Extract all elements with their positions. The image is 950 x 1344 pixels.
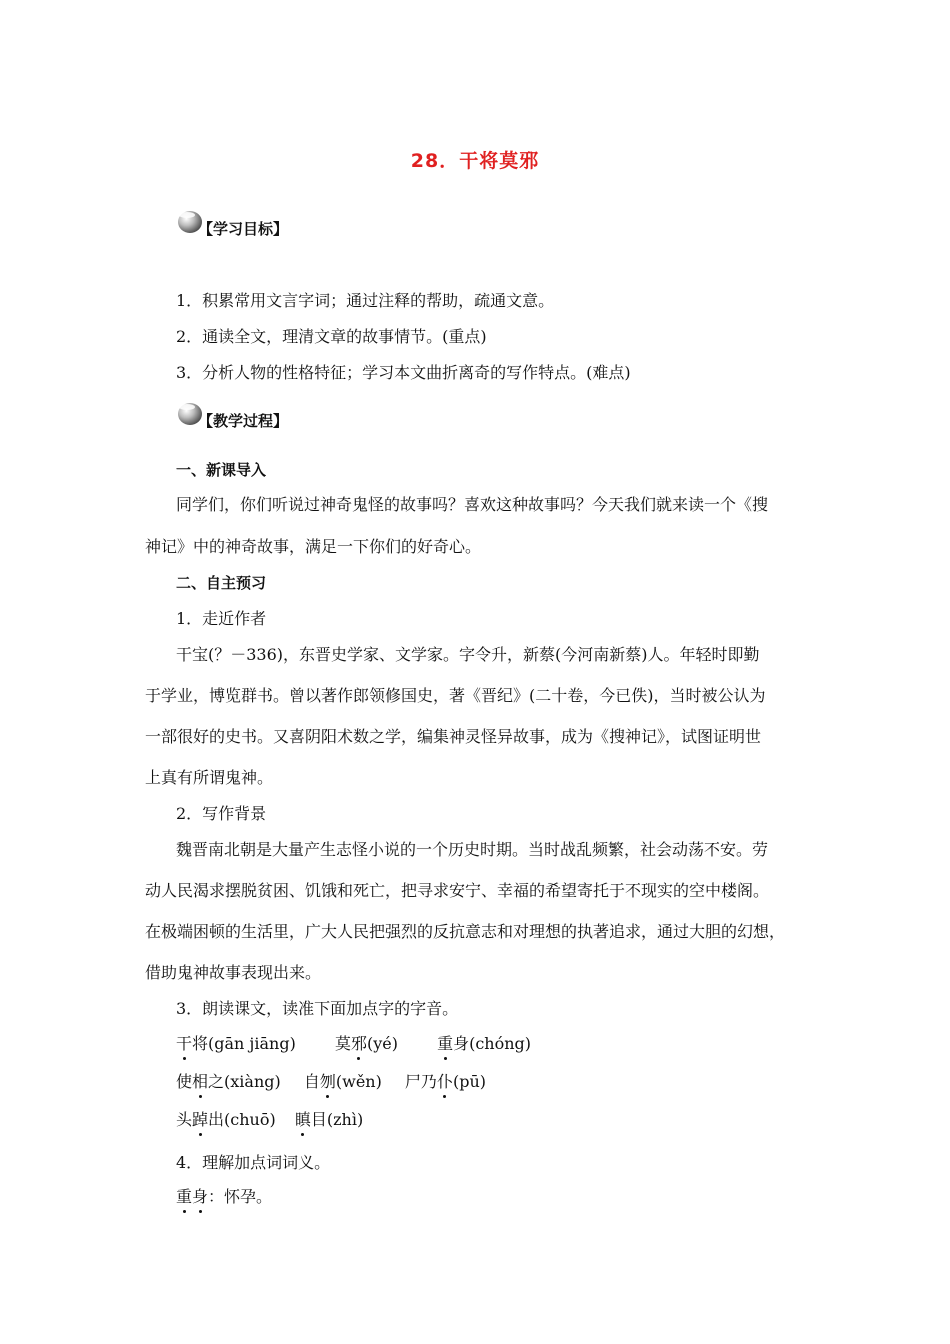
pronunciation-item: 重身(chóng) [437, 1034, 532, 1053]
meaning-heading: 4．理解加点词词义。 [176, 1153, 331, 1172]
paragraph-line: 在极端困顿的生活里，广大人民把强烈的反抗意志和对理想的执著追求，通过大胆的幻想， [145, 922, 786, 941]
pronunciation-item: 自刎(wěn) [303, 1072, 382, 1091]
pronunciation-row [176, 1034, 565, 1054]
paragraph-line: 神记》中的神奇故事，满足一下你们的好奇心。 [145, 537, 482, 556]
goal-item: 3．分析人物的性格特征；学习本文曲折离奇的写作特点。(难点) [176, 363, 631, 382]
paragraph-line: 上真有所谓鬼神。 [145, 768, 274, 787]
pronunciation-item: 尸乃仆(pū) [404, 1072, 486, 1091]
background-heading: 2．写作背景 [176, 804, 267, 823]
meaning-item: 重身：怀孕。 [176, 1187, 273, 1206]
paragraph-line: 借助鬼神故事表现出来。 [145, 963, 322, 982]
pronunciation-item: 头踔出(chuō) [176, 1110, 276, 1129]
paragraph-line: 同学们，你们听说过神奇鬼怪的故事吗？喜欢这种故事吗？今天我们就来读一个《搜 [176, 495, 769, 514]
pronunciation-row [176, 1110, 397, 1130]
section-goals-label: 【学习目标】 [198, 220, 289, 238]
goal-item: 1．积累常用文言字词；通过注释的帮助，疏通文意。 [176, 291, 555, 310]
pronunciation-item: 莫邪(yé) [334, 1034, 398, 1053]
paragraph-line: 一部很好的史书。又喜阴阳术数之学，编集神灵怪异故事，成为《搜神记》，试图证明世 [145, 727, 762, 746]
paragraph-line: 动人民渴求摆脱贫困、饥饿和死亡，把寻求安宁、幸福的希望寄托于不现实的空中楼阁。 [145, 881, 770, 900]
author-heading: 1．走近作者 [176, 609, 267, 628]
paragraph-line: 于学业，博览群书。曾以著作郎领修国史，著《晋纪》(二十卷，今已佚)，当时被公认为 [145, 686, 766, 705]
part1-heading: 一、新课导入 [176, 461, 267, 479]
reading-heading: 3．朗读课文，读准下面加点字的字音。 [176, 999, 459, 1018]
section-process-label: 【教学过程】 [198, 412, 289, 430]
part2-heading: 二、自主预习 [176, 574, 267, 592]
pronunciation-item: 干将(gān jiāng) [176, 1034, 296, 1053]
pronunciation-row [176, 1072, 520, 1092]
paragraph-line: 干宝(？－336)，东晋史学家、文学家。字令升，新蔡(今河南新蔡)人。年轻时即勤 [176, 645, 760, 664]
pronunciation-item: 使相之(xiàng) [176, 1072, 281, 1091]
pronunciation-item: 瞋目(zhì) [294, 1110, 364, 1129]
paragraph-line: 魏晋南北朝是大量产生志怪小说的一个历史时期。当时战乱频繁，社会动荡不安。劳 [176, 840, 769, 859]
goal-item: 2．通读全文，理清文章的故事情节。(重点) [176, 327, 487, 346]
document-title: 28．干将莫邪 [410, 150, 540, 172]
